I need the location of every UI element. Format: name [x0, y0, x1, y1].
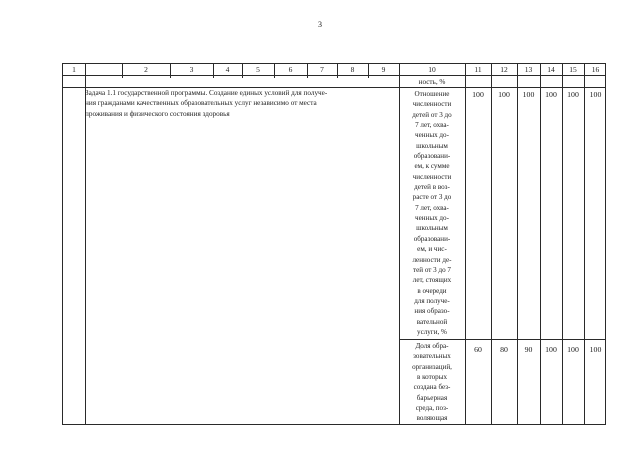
indicator-line: создана без- — [413, 383, 451, 392]
header-col-12: 12 — [500, 65, 508, 74]
indicator-2-value-col13: 90 — [524, 345, 533, 354]
indicator-line: среда, поз- — [415, 404, 449, 413]
indicator-line: школьным — [416, 141, 448, 150]
indicator-line: ченных до- — [415, 131, 449, 140]
indicator-2-value-col14: 100 — [545, 345, 557, 354]
header-col-10: 10 — [428, 65, 436, 74]
indicator-line: ем, и чис- — [417, 245, 447, 254]
indicator-line: лет, стоящих — [412, 276, 452, 285]
column-divider — [540, 64, 541, 424]
indicator-line: ем, к сумме — [414, 162, 450, 171]
column-divider — [562, 64, 563, 424]
indicator-line: расте от 3 до — [412, 193, 452, 202]
header-col-16: 16 — [591, 65, 600, 74]
indicator-2-value-col12: 80 — [500, 345, 508, 354]
task-line: проживания и физического состояния здоровья — [85, 109, 230, 118]
indicator-line: организаций, — [412, 362, 452, 371]
indicator-line: 7 лет, охва- — [415, 121, 449, 130]
header-col-7: 7 — [320, 65, 324, 74]
indicator-line: тей от 3 до 7 — [413, 265, 451, 274]
indicator-row-divider — [399, 339, 605, 340]
program-indicators-table — [62, 63, 606, 425]
indicator-line: в очереди — [417, 286, 447, 295]
page-number: 3 — [318, 20, 322, 29]
header-col-15: 15 — [569, 65, 577, 74]
header-col-3: 3 — [189, 65, 194, 74]
indicator-line: в которых — [416, 373, 448, 382]
indicator-line: детей в воз- — [414, 183, 450, 192]
header-col-14: 14 — [547, 65, 555, 74]
column-divider — [465, 64, 466, 424]
indicator-1-value-col14: 100 — [545, 90, 557, 99]
carry-over-text: ность, % — [418, 78, 446, 86]
indicator-line: зовательных — [413, 352, 451, 361]
indicator-1-value-col15: 100 — [567, 90, 579, 99]
indicator-line: барьерная — [416, 393, 448, 402]
indicator-line: вательной — [416, 317, 448, 326]
indicator-1-name — [399, 89, 465, 337]
indicator-line: услуги, % — [417, 327, 447, 336]
header-col-5: 5 — [256, 65, 260, 74]
indicator-line: численности — [412, 172, 452, 181]
indicator-line: школьным — [416, 224, 448, 233]
indicator-line: образовани- — [413, 234, 451, 243]
indicator-2-value-col16: 100 — [589, 345, 602, 354]
indicator-line: 7 лет, охва- — [415, 203, 449, 212]
indicator-1-value-col13: 100 — [522, 90, 535, 99]
column-divider — [491, 64, 492, 424]
header-col-2: 2 — [144, 65, 148, 74]
indicator-line: Отношение — [414, 90, 450, 98]
indicator-line: численности — [412, 100, 452, 109]
indicator-line: детей от 3 до — [412, 110, 452, 119]
indicator-line: ченных до- — [415, 214, 449, 223]
indicator-2-name — [399, 341, 465, 424]
indicator-1-value-col12: 100 — [498, 90, 510, 99]
indicator-line: ленности де- — [412, 255, 452, 264]
header-col-1: 1 — [72, 65, 76, 74]
column-divider — [584, 64, 585, 424]
indicator-2-value-col15: 100 — [567, 345, 579, 354]
column-divider — [517, 64, 518, 424]
header-col-8: 8 — [350, 65, 355, 74]
task-line: ния гражданами качественных образовательных услуг независимо от места — [85, 99, 317, 108]
indicator-line: для получе- — [414, 296, 450, 305]
header-col-9: 9 — [381, 65, 386, 74]
task-line: Задача 1.1 государственной программы. Создание единых условий для получе- — [85, 89, 328, 97]
header-col-11: 11 — [474, 65, 482, 74]
indicator-1-value-col16: 100 — [589, 90, 602, 99]
indicator-1-value-col11: 100 — [472, 90, 484, 99]
indicator-line: образовани- — [413, 152, 451, 161]
header-col-4: 4 — [225, 65, 230, 74]
indicator-line: ния образо- — [414, 307, 450, 316]
header-col-13: 13 — [524, 65, 533, 74]
indicator-2-value-col11: 60 — [474, 345, 482, 354]
header-col-6: 6 — [288, 65, 293, 74]
indicator-line: воляющая — [416, 414, 448, 423]
task-description — [85, 88, 397, 119]
indicator-line: Доля обра- — [415, 342, 449, 350]
